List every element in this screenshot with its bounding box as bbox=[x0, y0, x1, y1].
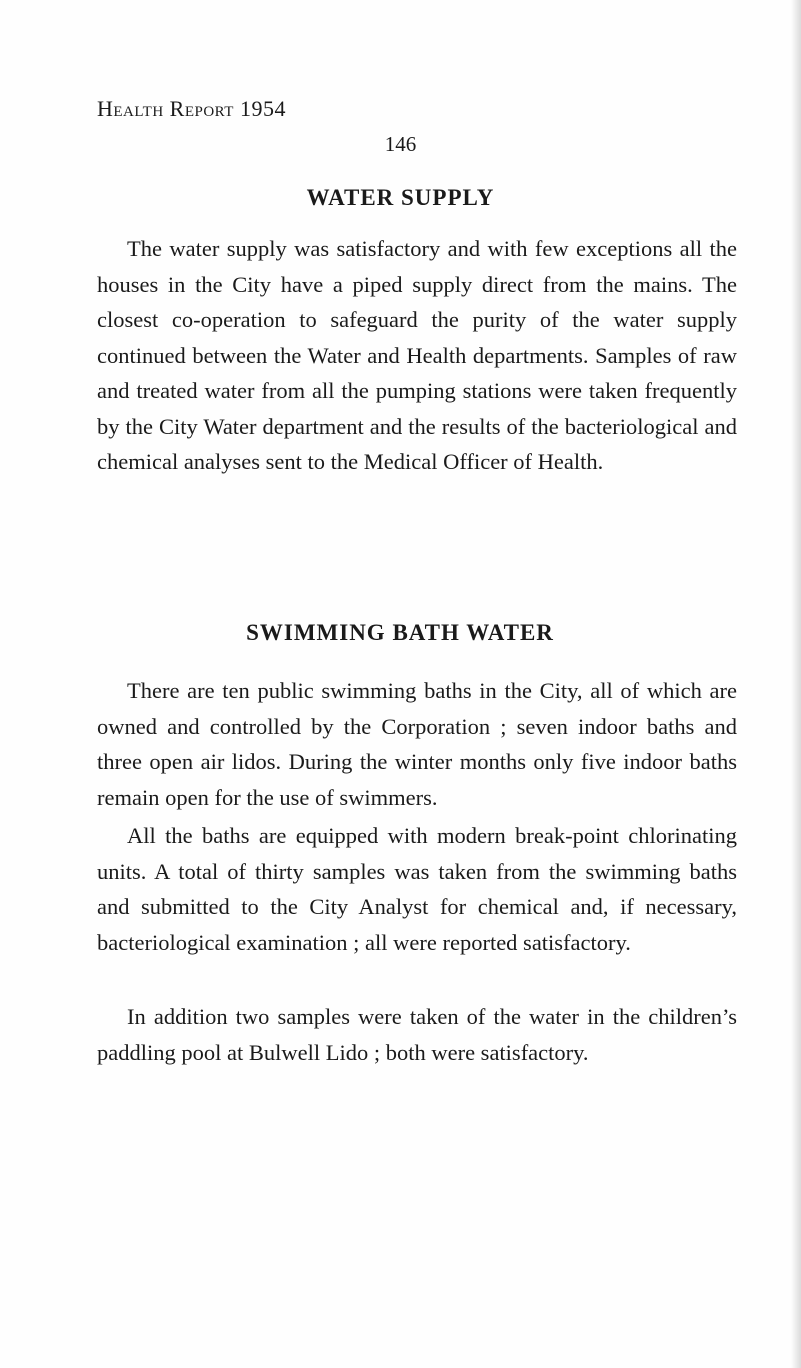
page-number: 146 bbox=[384, 132, 417, 156]
paragraph-baths-overview: There are ten public swimming baths in the City, all of which are owned and controlled by the Corporation ; seven indoor baths and three open air lidos. During the winter months only five indoor baths remain open for the use of swimmers. bbox=[97, 678, 737, 810]
running-head: Health Report 1954 bbox=[97, 96, 286, 121]
paragraph-water-supply: The water supply was satisfactory and with few exceptions all the houses in the City have a piped supply direct from the mains. The closest co-operation to safeguard the purity of the water supply continued between the Water and Health departments. Samples of raw and treated water from all the pumping stations were taken frequently by the City Water department and the results of the bacteriological and chemical analyses sent to the Medical Officer of Health. bbox=[97, 236, 737, 474]
paragraph-chlorinating-units: All the baths are equipped with modern break-point chlorinating units. A total of thirty samples was taken from the swimming baths and submitted to the City Analyst for chemical and, if necessary, bacteriological examination ; all were reported satisfactory. bbox=[97, 823, 737, 955]
paragraph-paddling-pool: In addition two samples were taken of the water in the children’s paddling pool at Bulwell Lido ; both were satisfactory. bbox=[97, 1004, 737, 1065]
section-heading-water-supply: WATER SUPPLY bbox=[306, 185, 495, 210]
section-heading-swimming-bath-water: SWIMMING BATH WATER bbox=[246, 620, 554, 645]
